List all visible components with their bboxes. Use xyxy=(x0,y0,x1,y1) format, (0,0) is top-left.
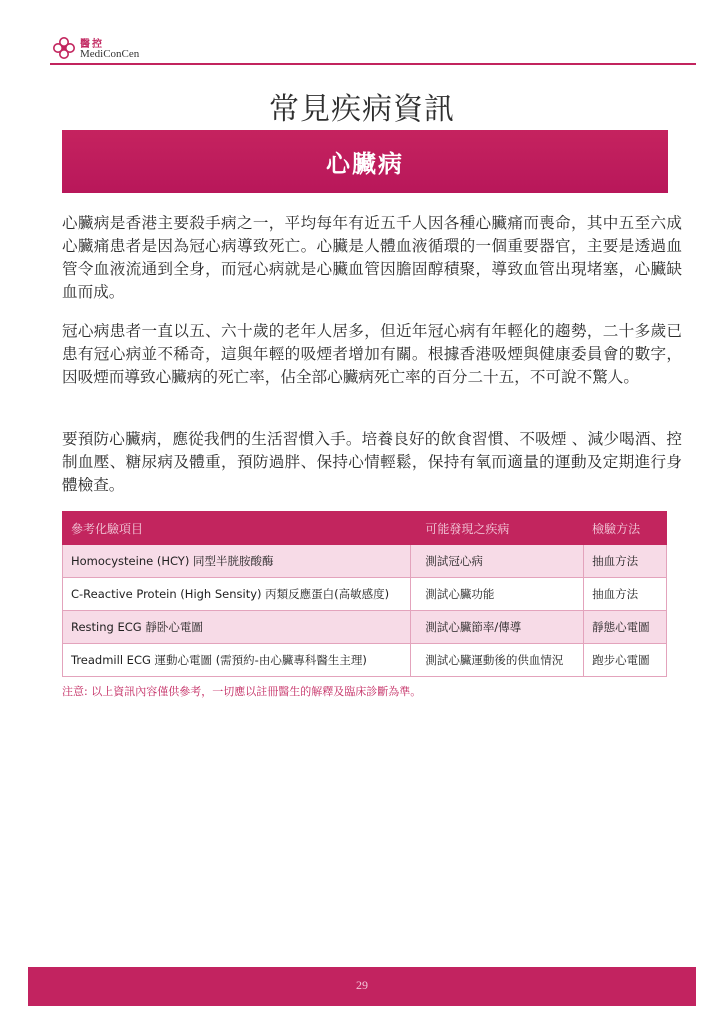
reference-test-table xyxy=(62,511,667,677)
cell-method: 抽血方法 xyxy=(584,545,667,578)
logo xyxy=(52,34,172,62)
page-title: 常見疾病資訊 xyxy=(269,92,455,127)
cell-disease: 測試心臟功能 xyxy=(411,578,584,611)
table-row xyxy=(63,578,667,611)
footer-bar xyxy=(28,967,696,1006)
cell-test-item: C-Reactive Protein (High Sensity) 丙類反應蛋白(高敏感度) xyxy=(63,578,411,611)
logo-chinese-text: 醫控 xyxy=(80,39,104,50)
paragraph-intro: 心臟病是香港主要殺手病之一，平均每年有近五千人因各種心臟痛而喪命，其中五至六成心臟痛患者是因為冠心病導致死亡。心臟是人體血液循環的一個重要器官，主要是透過血管令血液流通到全身，而冠心病就是心臟血管因膽固醇積聚，導致血管出現堵塞，心臟缺血而成。 xyxy=(62,214,682,301)
disclaimer-note: 注意: 以上資訊內容僅供參考，一切應以註冊醫生的解釋及臨床診斷為準。 xyxy=(62,685,422,698)
header-method: 檢驗方法 xyxy=(584,512,667,545)
table-row xyxy=(63,644,667,677)
table-row xyxy=(63,545,667,578)
cell-method: 跑步心電圖 xyxy=(584,644,667,677)
logo-english-text: MediConCen xyxy=(80,48,140,60)
section-title: 心臟病 xyxy=(326,150,404,178)
header-possible-disease: 可能發現之疾病 xyxy=(411,512,584,545)
cell-test-item: Resting ECG 靜卧心電圖 xyxy=(63,611,411,644)
logo-flower-icon xyxy=(52,36,76,60)
section-banner xyxy=(62,130,668,193)
cell-method: 靜態心電圖 xyxy=(584,611,667,644)
cell-disease: 測試心臟節率/傳導 xyxy=(411,611,584,644)
paragraph-prevention: 要預防心臟病，應從我們的生活習慣入手。培養良好的飲食習慣、不吸煙 、減少喝酒、控制血壓、糖尿病及體重，預防過胖、保持心情輕鬆，保持有氧而適量的運動及定期進行身體檢查。 xyxy=(62,430,682,494)
cell-disease: 測試心臟運動後的供血情況 xyxy=(411,644,584,677)
page-number: 29 xyxy=(356,978,368,992)
table-header-row xyxy=(63,512,667,545)
cell-method: 抽血方法 xyxy=(584,578,667,611)
paragraph-risk: 冠心病患者一直以五、六十歲的老年人居多，但近年冠心病有年輕化的趨勢，二十多歲已患有冠心病並不稀奇，這與年輕的吸煙者增加有關。根據香港吸煙與健康委員會的數字，因吸煙而導致心臟病的死亡率，佔全部心臟病死亡率的百分二十五，不可說不驚人。 xyxy=(62,322,682,386)
header-divider xyxy=(50,63,696,65)
header-test-item: 參考化驗項目 xyxy=(63,512,411,545)
table-row xyxy=(63,611,667,644)
cell-disease: 測試冠心病 xyxy=(411,545,584,578)
cell-test-item: Homocysteine (HCY) 同型半胱胺酸酶 xyxy=(63,545,411,578)
cell-test-item: Treadmill ECG 運動心電圖 (需預約-由心臟專科醫生主理) xyxy=(63,644,411,677)
